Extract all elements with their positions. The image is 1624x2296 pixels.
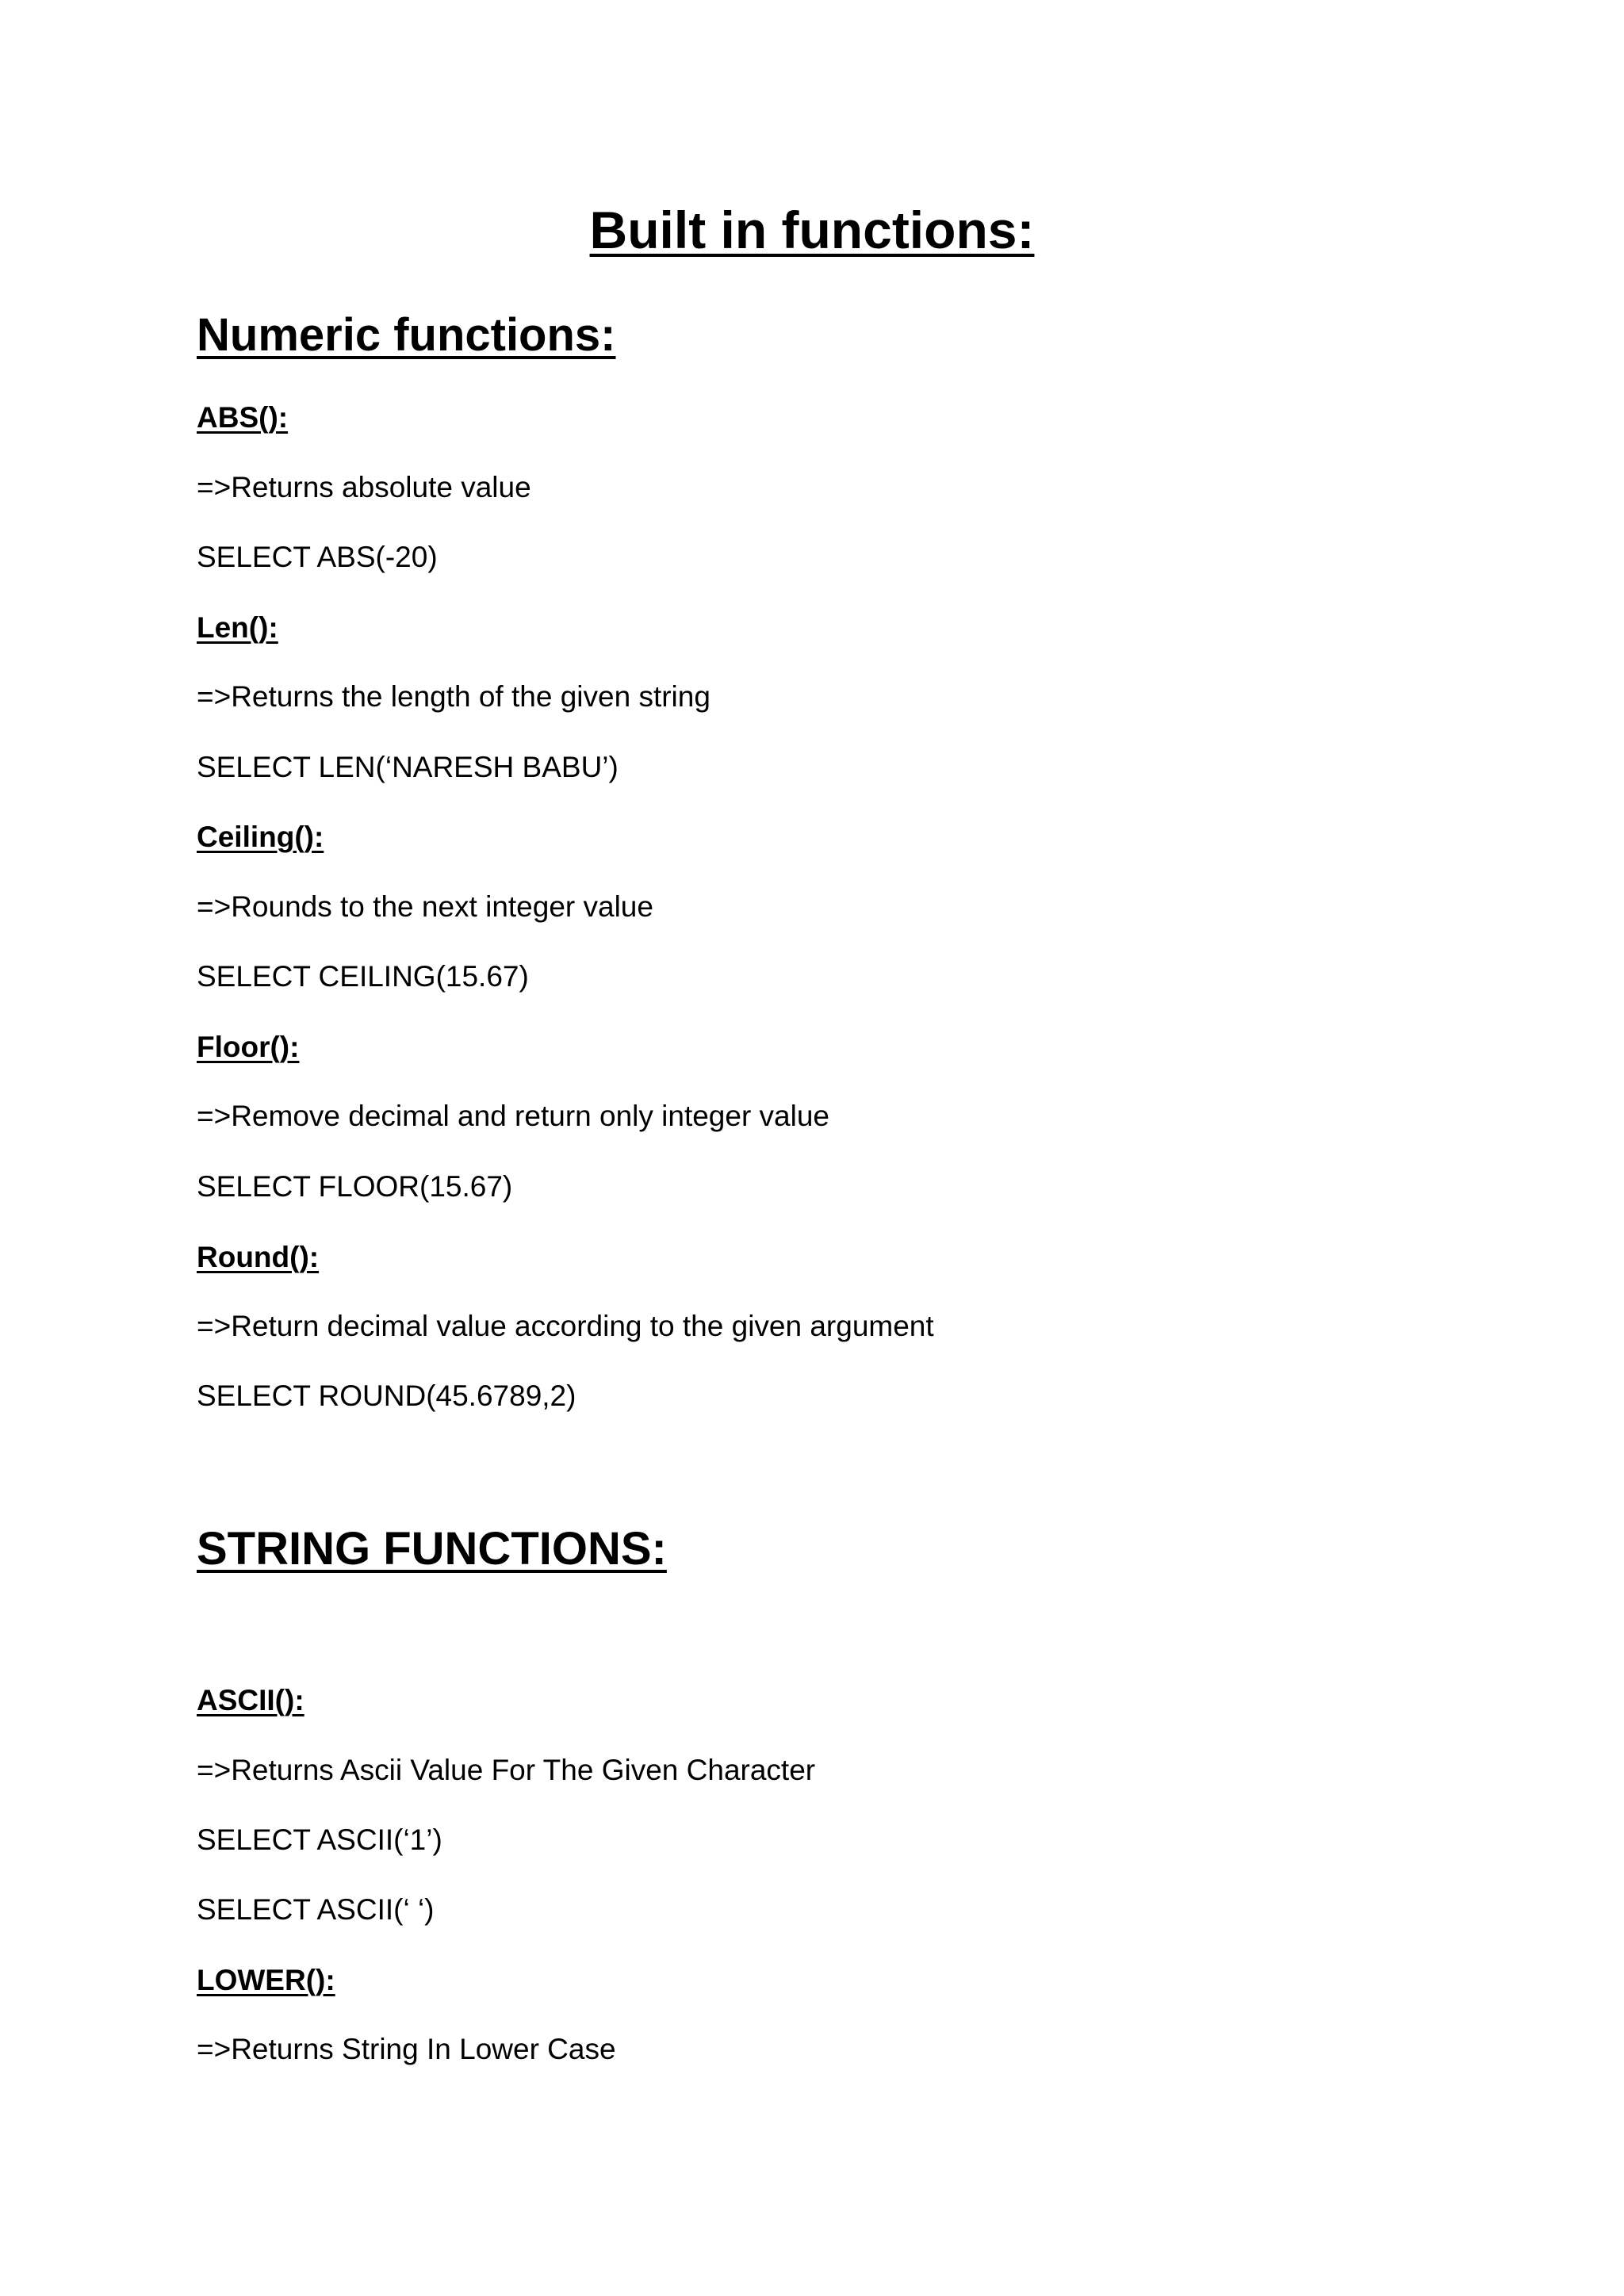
function-description-abs: =>Returns absolute value xyxy=(197,471,531,503)
function-description-ceiling: =>Rounds to the next integer value xyxy=(197,890,653,923)
function-heading-round: Round(): xyxy=(197,1241,320,1273)
function-heading-len: Len(): xyxy=(197,611,278,644)
function-heading-lower: LOWER(): xyxy=(197,1964,335,1996)
function-example-abs: SELECT ABS(-20) xyxy=(197,541,438,573)
function-example-ascii-2: SELECT ASCII(‘ ‘) xyxy=(197,1893,435,1926)
function-example-round: SELECT ROUND(45.6789,2) xyxy=(197,1380,576,1412)
function-heading-abs: ABS(): xyxy=(197,401,289,434)
function-example-ceiling: SELECT CEILING(15.67) xyxy=(197,960,529,993)
function-description-floor: =>Remove decimal and return only integer value xyxy=(197,1100,830,1132)
function-description-ascii: =>Returns Ascii Value For The Given Character xyxy=(197,1754,816,1786)
function-heading-floor: Floor(): xyxy=(197,1031,300,1063)
function-example-floor: SELECT FLOOR(15.67) xyxy=(197,1170,513,1203)
function-description-len: =>Returns the length of the given string xyxy=(197,680,710,713)
function-example-len: SELECT LEN(‘NARESH BABU’) xyxy=(197,751,619,783)
section-heading-numeric: Numeric functions: xyxy=(197,309,616,361)
function-heading-ascii: ASCII(): xyxy=(197,1684,304,1716)
page-title: Built in functions: xyxy=(589,201,1035,259)
function-example-ascii-1: SELECT ASCII(‘1’) xyxy=(197,1823,442,1856)
function-description-lower: =>Returns String In Lower Case xyxy=(197,2033,616,2065)
function-description-round: =>Return decimal value according to the given argument xyxy=(197,1310,934,1342)
section-heading-string: STRING FUNCTIONS: xyxy=(197,1523,667,1575)
function-heading-ceiling: Ceiling(): xyxy=(197,821,324,853)
